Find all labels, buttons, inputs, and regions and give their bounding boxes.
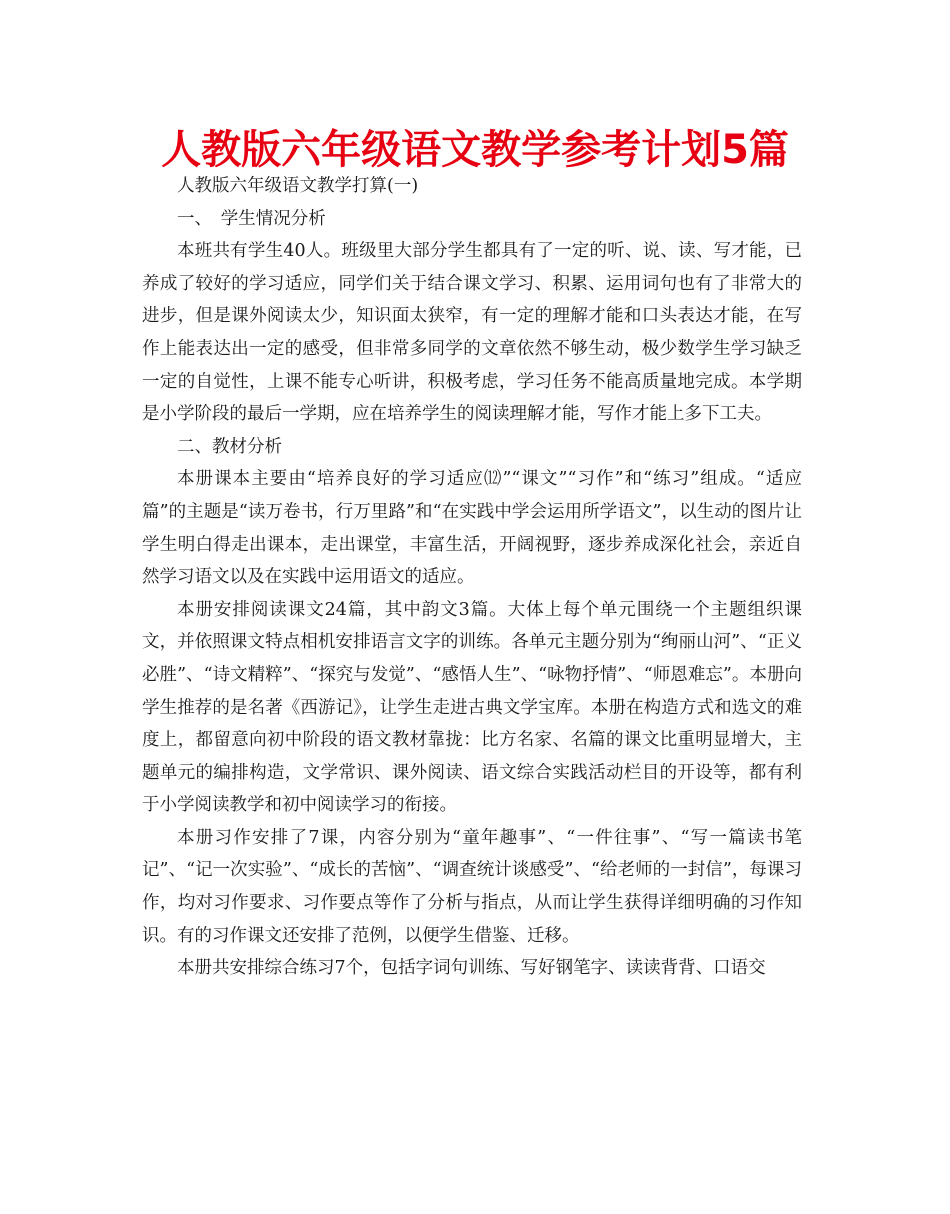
paragraph-comprehensive-exercises: 本册共安排综合练习7个，包括字词句训练、写好钢笔字、读读背背、口语交: [177, 958, 766, 979]
section-heading-student-analysis: 一、 学生情况分析: [177, 208, 326, 229]
section-heading-textbook-analysis: 二、教材分析: [177, 436, 282, 457]
document-body: [142, 170, 802, 985]
section-subtitle: 人教版六年级语文教学打算(一): [177, 176, 419, 196]
document-title: 人教版六年级语文教学参考计划5篇: [161, 127, 789, 173]
paragraph-textbook-composition: 本册课本主要由“培养良好的学习适应⑿”“课文”“习作”和“练习”组成。“适应篇”的主题是“读万卷书，行万里路”和“在实践中学会运用所学语文”，以生动的图片让学生明白得走出课本，走出课堂，丰富生活，开阔视野，逐步养成深化社会，亲近自然学习语文以及在实践中运用语文的适应。: [142, 469, 802, 588]
paragraph-writing-lessons: 本册习作安排了7课，内容分别为“童年趣事”、“一件往事”、“写一篇读书笔记”、“记一次实验”、“成长的苦恼”、“调查统计谈感受”、“给老师的一封信”，每课习作，均对习作要求、习作要点等作了分析与指点，从而让学生获得详细明确的习作知识。有的习作课文还安排了范例，以便学生借鉴、迁移。: [142, 827, 802, 946]
paragraph-student-analysis: 本班共有学生40人。班级里大部分学生都具有了一定的听、说、读、写才能，已养成了较好的学习适应，同学们关于结合课文学习、积累、运用词句也有了非常大的进步，但是课外阅读太少，知识面太狭窄，有一定的理解才能和口头表达才能，在写作上能表达出一定的感受，但非常多同学的文章依然不够生动，极少数学生学习缺乏一定的自觉性，上课不能专心听讲，积极考虑，学习任务不能高质量地完成。本学期是小学阶段的最后一学期，应在培养学生的阅读理解才能，写作才能上多下工夫。: [142, 241, 802, 425]
paragraph-reading-lessons: 本册安排阅读课文24篇，其中韵文3篇。大体上每个单元围绕一个主题组织课文，并依照课文特点相机安排语言文字的训练。各单元主题分别为“绚丽山河”、“正义必胜”、“诗文精粹”、“探究与发觉”、“感悟人生”、“咏物抒情”、“师恩难忘”。本册向学生推荐的是名著《西游记》，让学生走进古典文学宝库。本册在构造方式和选文的难度上，都留意向初中阶段的语文教材靠拢：比方名家、名篇的课文比重明显增大，主题单元的编排构造，文学常识、课外阅读、语文综合实践活动栏目的开设等，都有利于小学阅读教学和初中阅读学习的衔接。: [142, 599, 802, 816]
